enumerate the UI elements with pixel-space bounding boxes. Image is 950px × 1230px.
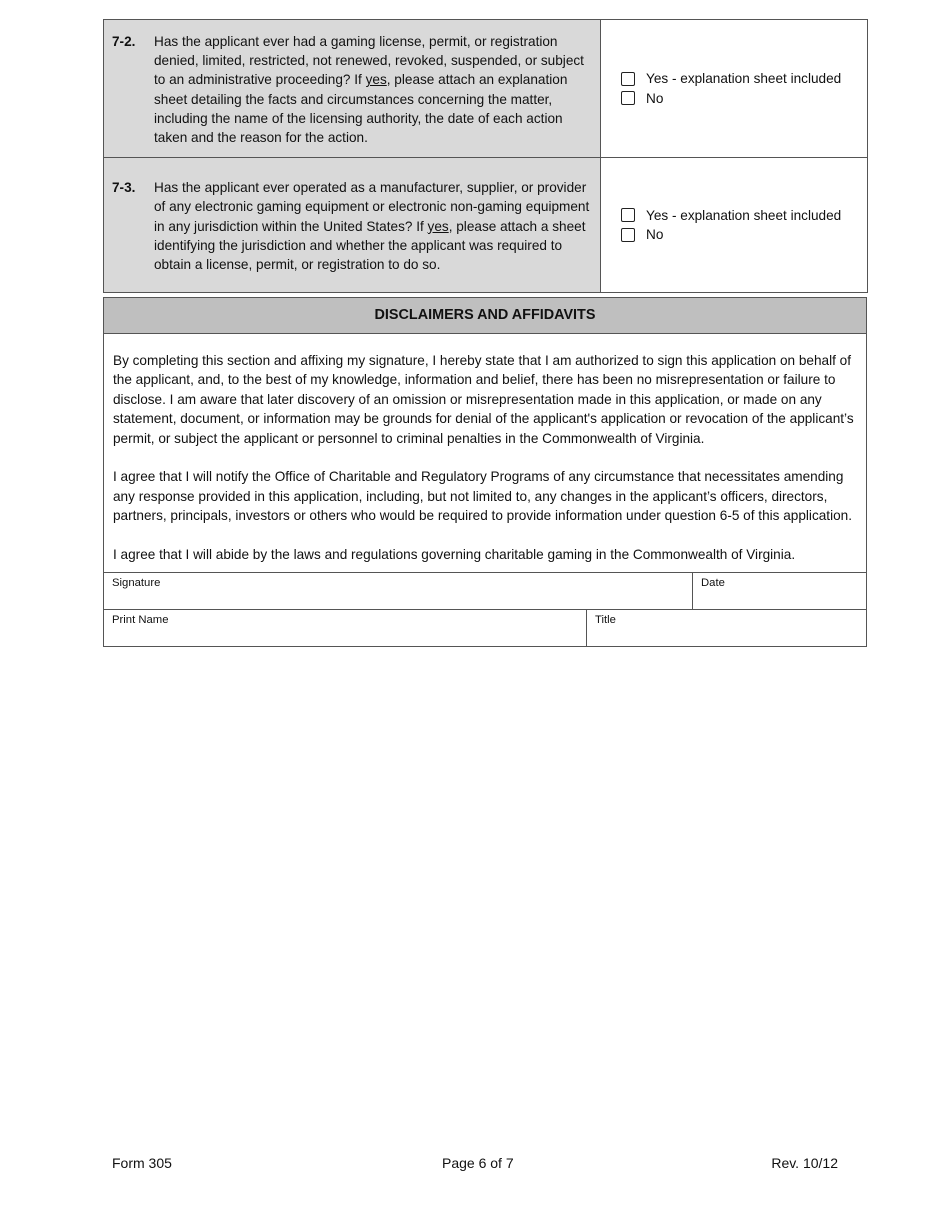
disclaimers-body xyxy=(104,334,866,572)
section-title: DISCLAIMERS AND AFFIDAVITS xyxy=(104,298,866,334)
option-label: Yes - explanation sheet included xyxy=(646,207,842,223)
question-cell xyxy=(104,20,601,158)
field-label: Date xyxy=(701,577,725,590)
checkbox-icon[interactable] xyxy=(621,208,635,222)
question-row-7-3 xyxy=(104,158,868,293)
question-number: 7-2. xyxy=(112,34,136,49)
print-name-field[interactable] xyxy=(104,610,587,646)
disclaimer-paragraph: I agree that I will abide by the laws and regulations governing charitable gaming in the Commonwealth of Virginia. xyxy=(113,547,796,563)
question-cell xyxy=(104,158,601,293)
field-label: Signature xyxy=(112,577,161,590)
option-no[interactable] xyxy=(621,89,867,109)
page-footer xyxy=(112,1155,838,1175)
name-title-row xyxy=(104,609,866,646)
page-number: Page 6 of 7 xyxy=(442,1155,514,1171)
disclaimer-paragraph: I agree that I will notify the Office of Charitable and Regulatory Programs of any circumstance that necessitates amending any response provided in this application, including, but not limited to, any changes in the applicant’s officers, directors, partners, principals, investors or others who would be required to provide information under question 6-5 of this application. xyxy=(113,469,853,524)
title-field[interactable] xyxy=(587,610,866,646)
checkbox-icon[interactable] xyxy=(621,91,635,105)
field-label: Title xyxy=(595,614,616,627)
signature-field[interactable] xyxy=(104,573,693,609)
option-no[interactable] xyxy=(621,225,867,245)
question-number: 7-3. xyxy=(112,180,136,196)
underlined-yes: yes xyxy=(365,72,387,88)
disclaimers-section xyxy=(103,297,867,647)
question-text: Has the applicant ever had a gaming license, permit, or registration denied, limited, restricted, not renewed, revoked, suspended, or subject to an administrative proceeding? If yes, please attach an explanation sheet detailing the facts and circumstances concerning the matter, including the name of the licensing authority, the date of each action taken and the reason for the action. xyxy=(154,34,584,146)
checkbox-icon[interactable] xyxy=(621,72,635,86)
option-yes-explanation[interactable] xyxy=(621,69,867,89)
question-row-7-2 xyxy=(104,20,868,158)
date-field[interactable] xyxy=(693,573,866,609)
answer-cell xyxy=(601,158,868,293)
option-label: No xyxy=(646,90,664,106)
revision: Rev. 10/12 xyxy=(771,1155,838,1171)
questions-table xyxy=(103,19,868,293)
answer-cell xyxy=(601,20,868,158)
underlined-yes: yes xyxy=(427,218,449,234)
option-label: Yes - explanation sheet included xyxy=(646,71,842,87)
option-label: No xyxy=(646,227,664,243)
question-text: Has the applicant ever operated as a manufacturer, supplier, or provider of any electronic gaming equipment or electronic non-gaming equipment in any jurisdiction within the United States? If yes, please attach a sheet identifying the jurisdiction and whether the applicant was required to obtain a license, permit, or registration to do so. xyxy=(154,180,590,273)
signature-row xyxy=(104,572,866,609)
disclaimer-paragraph: By completing this section and affixing my signature, I hereby state that I am authorized to sign this application on behalf of the applicant, and, to the best of my knowledge, information and belief, there has been no misrepresentation or failure to disclose. I am aware that later discovery of an omission or misrepresentation made in this application, or made on any statement, document, or information may be grounds for denial of the applicant's application or revocation of the applicant’s permit, or subject the applicant or personnel to criminal penalties in the Commonwealth of Virginia. xyxy=(113,353,854,446)
form-number: Form 305 xyxy=(112,1155,172,1171)
field-label: Print Name xyxy=(112,614,169,627)
checkbox-icon[interactable] xyxy=(621,228,635,242)
option-yes-explanation[interactable] xyxy=(621,206,867,226)
